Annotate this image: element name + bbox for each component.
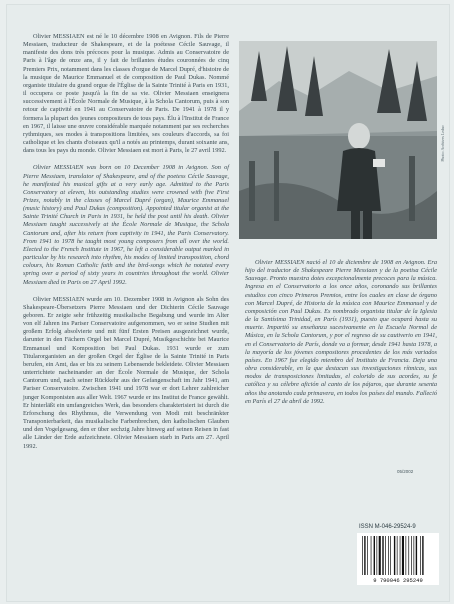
- german-biography: Olivier MESSIAEN wurde am 10. Dezember 1908 in Avignon als Sohn des Shakespeare-Übersetzers Pierre Messiaen und der Dichterin Cécile Sauvage geboren. Er zeigte sehr frühzeitig musikalische Begabung und wurde im Alter von elf Jahren ins Pariser Conservatoire aufgenommen, wo er seine Studien mit großem Erfolg absolvierte und mit fünf Ersten Preisen ausgezeichnet wurde, darunter in den Fächern Orgel bei Marcel Dupré, Musikgeschichte bei Maurice Emmanuel und Komposition bei Paul Dukas. 1931 wurde er zum Titularorganisten an der großen Orgel der Église de la Sainte Trinité in Paris berufen, ein Amt, das er bis zu seinem Lebensende bekleidete. Olivier Messiaen unterrichtete nacheinander an der École Normale de Musique, der Schola Cantorum und, nach seiner Rückkehr aus der Gefangenschaft im Jahr 1941, am Pariser Conservatoire. Zwischen 1941 und 1978 war er dort Lehrer zahlreicher junger Komponisten aus aller Welt. 1967 wurde er ins Institut de France gewählt. Er hinterläßt ein umfangreiches Werk, das besonders charakterisiert ist durch die Erforschung des Rhythmus, die Verwendung von Modi mit beschränkter Transponierbarkeit, das musikalische Farbenbrechen, den katholischen Glauben und den Vogelgesang, den er über sechzig Jahre hinweg auf seinen Reisen in fast alle Länder der Erde aufzeichnete. Olivier Messiaen starb in Paris am 27. April 1992.: [23, 295, 229, 450]
- photo-credit: Photo: Archives Leduc: [440, 125, 445, 162]
- portrait-photo: [239, 41, 437, 239]
- barcode-digits: 9 790046 295249: [373, 577, 423, 584]
- barcode: [357, 533, 439, 585]
- spanish-biography: Olivier MESSIAEN nació el 10 de diciembre de 1908 en Avignon. Era hijo del traductor de Shakespeare Pierre Messiaen y de la poetisa Cécile Sauvage. Pronto muestra dotes excepcionalmente precoces para la música. Ingresa en el Conservatorio a los once años, coronando sus brillantes estudios con cinco Primeros Premios, entre los cuales en clase de órgano con Marcel Dupré, de Historia de la música con Maurice Emmanuel y de composición con Paul Dukas. Es nombrado organista titular de la Iglesia de la Santísima Trinidad, en París (1931), puesto que ocupará hasta su muerte. Impartió su enseñanza sucesivamente en la Escuela Normal de Música, en la Schola Cantorum, y por el regreso de su cautiverio en 1941, en el Conservatorio de París, donde va a formar, desde 1941 hasta 1978, a la mayoría de los jóvenes compositores procedentes de los más variados países. En 1967 fue elegido miembro del Instituto de Francia. Deja una obra considerable, en la que destacan sus investigaciones rítmicas, sus modos de transposiciones limitadas, el colorido de sus acordes, su fe católica y su célebre afición al canto de los pájaros, que durante sesenta años iba anotando cada primavera, en todos los países del mundo. Falleció en París el 27 de abril de 1992.: [245, 259, 437, 405]
- print-code: 05/2002: [397, 469, 414, 474]
- back-cover-page: [6, 4, 450, 602]
- right-text-column: [245, 259, 437, 406]
- issn-label: ISSN M-046-29524-9: [359, 524, 416, 530]
- english-biography: Olivier MESSIAEN was born on 10 December 1908 in Avignon. Son of Pierre Messiaen, translator of Shakespeare, and of the poetess Cécile Sauvage, he manifested his musical gifts at a very early age. Admitted to the Paris Conservatory at eleven, his outstanding studies were crowned with five First Prizes, notably in the classes of Marcel Dupré (organ), Maurice Emmanuel (music history) and Paul Dukas (composition). Appointed titular organist at the Sainte Trinité Church in Paris in 1931, he held the post until his death. Olivier Messiaen taught successively at the École Normale de Musique, the Schola Cantorum and, after his return from captivity in 1941, the Paris Conservatory. From 1941 to 1978 he taught most young composers from all over the world. Elected to the French Institute in 1967, he left a considerable output marked in particular by his research into rhythm, his modes of limited transposition, chord colours, his Roman Catholic faith and the bird-songs which he notated every spring over a period of sixty years in countries throughout the world. Olivier Messiaen died in Paris on 27 April 1992.: [23, 164, 229, 286]
- left-text-column: [23, 33, 229, 460]
- french-biography: Olivier MESSIAEN est né le 10 décembre 1908 en Avignon. Fils de Pierre Messiaen, traducteur de Shakespeare, et de la poétesse Cécile Sauvage, il manifeste des dons très précoces pour la musique. Admis au Conservatoire de Paris à l'âge de onze ans, il y fait de brillantes études couronnées de cinq Premiers Prix, notamment dans les classes d'orgue de Marcel Dupré, d'histoire de la musique de Maurice Emmanuel et de composition de Paul Dukas. Nommé organiste titulaire du grand orgue de l'Église de la Sainte Trinité à Paris en 1931, il occupera ce poste jusqu'à la fin de sa vie. Olivier Messiaen enseignera successivement à l'École Normale de Musique, à la Schola Cantorum, puis à son retour de captivité en 1941 au Conservatoire de Paris. De 1941 à 1978 il y formera la plupart des jeunes compositeurs de tous pays. Élu à l'Institut de France en 1967, il laisse une œuvre considérable marquée notamment par ses recherches rythmiques, ses modes à transpositions limitées, ses couleurs d'accords, sa foi catholique et les chants d'oiseaux qu'il a notés au printemps, durant soixante ans, dans tous les pays du monde. Olivier Messiaen est mort à Paris, le 27 avril 1992.: [23, 33, 229, 155]
